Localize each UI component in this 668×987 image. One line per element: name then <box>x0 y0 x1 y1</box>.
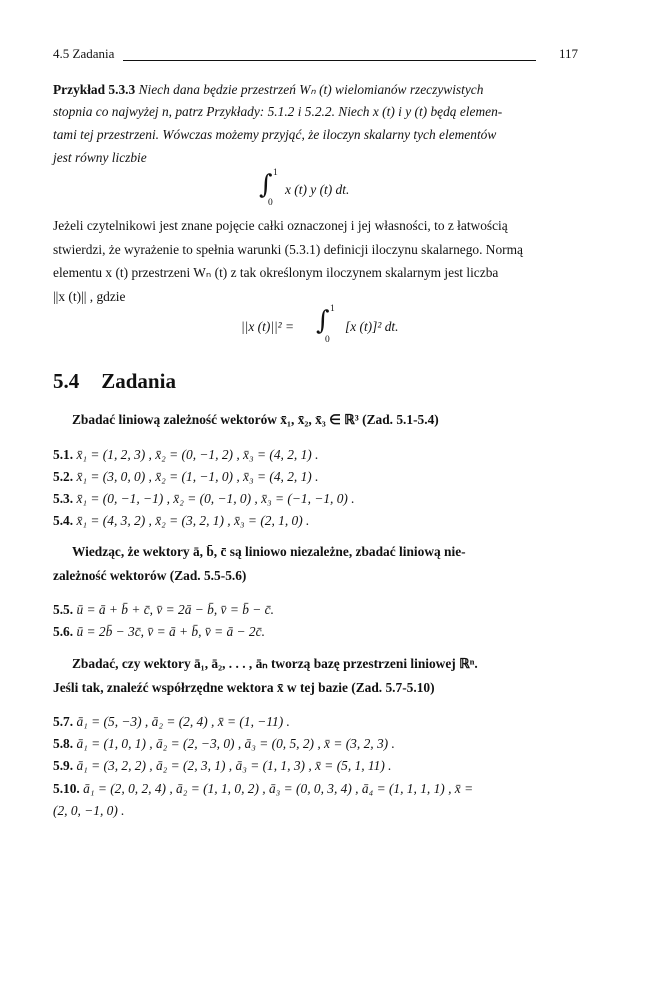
task-item <box>53 621 265 643</box>
task-number: 5.2. <box>53 469 74 484</box>
section-number: 5.4 <box>53 369 80 393</box>
paragraph-line-2: stwierdzi, że wyrażenie to spełnia warunki (5.3.1) definicji iloczynu skalarnego. Normą <box>53 242 523 257</box>
norm-rhs: [x (t)]² dt. <box>345 319 399 334</box>
integrand: x (t) y (t) dt. <box>285 182 350 197</box>
integral-upper-limit: 1 <box>273 168 278 178</box>
task-item <box>53 510 309 532</box>
task-text: x̄₁ = (3, 0, 0) , x̄₂ = (1, −1, 0) , x̄₃ = (4, 2, 1) . <box>76 469 319 484</box>
task-number: 5.8. <box>53 736 74 751</box>
task-number: 5.7. <box>53 714 74 729</box>
norm-lhs: ||x (t)||² = <box>241 319 295 334</box>
integral-formula-1 <box>259 166 419 212</box>
task-text: ā₁ = (1, 0, 1) , ā₂ = (2, −3, 0) , ā₃ = (0, 5, 2) , x̄ = (3, 2, 3) . <box>76 736 395 751</box>
task-number: 5.5. <box>53 602 74 617</box>
header-rule <box>123 60 536 61</box>
task-group-2-intro-1: Wiedząc, że wektory ā, b̄, c̄ są liniowo niezależne, zbadać liniową nie- <box>72 544 466 559</box>
running-header-section: 4.5 Zadania <box>53 46 115 61</box>
task-group-1-intro: Zbadać liniową zależność wektorów x̄₁, x̄₂, x̄₃ ∈ ℝ³ (Zad. 5.1-5.4) <box>72 412 439 427</box>
task-group-3-intro-1: Zbadać, czy wektory ā₁, ā₂, . . . , āₙ tworzą bazę przestrzeni liniowej ℝⁿ. <box>72 656 478 671</box>
task-item <box>53 599 274 621</box>
section-title: Zadania <box>101 369 176 393</box>
paragraph-line-1: Jeżeli czytelnikowi jest znane pojęcie całki oznaczonej i jej własności, to z łatwością <box>53 218 508 233</box>
task-text: ā₁ = (5, −3) , ā₂ = (2, 4) , x̄ = (1, −11) . <box>76 714 290 729</box>
task-text: x̄₁ = (4, 3, 2) , x̄₂ = (3, 2, 1) , x̄₃ = (2, 1, 0) . <box>76 513 310 528</box>
task-text: ā₁ = (3, 2, 2) , ā₂ = (2, 3, 1) , ā₃ = (1, 1, 3) , x̄ = (5, 1, 11) . <box>76 758 392 773</box>
example-text-3: tami tej przestrzeni. Wówczas możemy przyjąć, że iloczyn skalarny tych elementów <box>53 127 497 142</box>
task-text: x̄₁ = (1, 2, 3) , x̄₂ = (0, −1, 2) , x̄₃ = (4, 2, 1) . <box>76 447 319 462</box>
integral-sign: ∫ <box>316 306 330 336</box>
task-item-continuation <box>53 800 125 822</box>
task-item <box>53 488 355 510</box>
example-text-1: Niech dana będzie przestrzeń Wₙ (t) wielomianów rzeczywistych <box>138 82 484 97</box>
task-item <box>53 778 473 800</box>
task-text: (2, 0, −1, 0) . <box>53 803 125 818</box>
task-text: ū = ā + b̄ + c̄, v̄ = 2ā − b̄, v̄ = b̄ − c̄. <box>76 602 274 617</box>
task-item <box>53 733 395 755</box>
task-item <box>53 755 391 777</box>
task-text: ū = 2b̄ − 3c̄, v̄ = ā + b̄, v̄ = ā − 2c̄. <box>76 624 265 639</box>
integral-upper-limit: 1 <box>330 304 335 314</box>
task-number: 5.3. <box>53 491 74 506</box>
task-number: 5.4. <box>53 513 74 528</box>
task-item <box>53 466 318 488</box>
integral-lower-limit: 0 <box>268 198 273 208</box>
integral-formula-2 <box>241 302 441 352</box>
task-group-3-intro-2: Jeśli tak, znaleźć współrzędne wektora x̄ w tej bazie (Zad. 5.7-5.10) <box>53 680 435 695</box>
page-number: 117 <box>559 46 579 61</box>
example-text-2: stopnia co najwyżej n, patrz Przykłady: 5.1.2 i 5.2.2. Niech x (t) i y (t) będą elemen- <box>53 104 503 119</box>
task-number: 5.9. <box>53 758 74 773</box>
paragraph-line-4: ||x (t)|| , gdzie <box>53 289 126 304</box>
integral-sign: ∫ <box>259 170 273 200</box>
example-line-1 <box>53 79 483 101</box>
example-label: Przykład 5.3.3 <box>53 82 136 97</box>
task-item <box>53 711 290 733</box>
task-number: 5.6. <box>53 624 74 639</box>
task-text: ā₁ = (2, 0, 2, 4) , ā₂ = (1, 1, 0, 2) , ā₃ = (0, 0, 3, 4) , ā₄ = (1, 1, 1, 1) , x̄ = <box>83 781 474 796</box>
section-heading <box>53 369 176 394</box>
example-text-4: jest równy liczbie <box>53 150 147 165</box>
paragraph-line-3: elementu x (t) przestrzeni Wₙ (t) z tak określonym iloczynem skalarnym jest liczba <box>53 265 499 280</box>
integral-lower-limit: 0 <box>325 335 330 345</box>
task-number: 5.1. <box>53 447 74 462</box>
task-group-2-intro-2: zależność wektorów (Zad. 5.5-5.6) <box>53 568 247 583</box>
task-item <box>53 444 318 466</box>
task-text: x̄₁ = (0, −1, −1) , x̄₂ = (0, −1, 0) , x̄₃ = (−1, −1, 0) . <box>76 491 355 506</box>
task-number: 5.10. <box>53 781 80 796</box>
